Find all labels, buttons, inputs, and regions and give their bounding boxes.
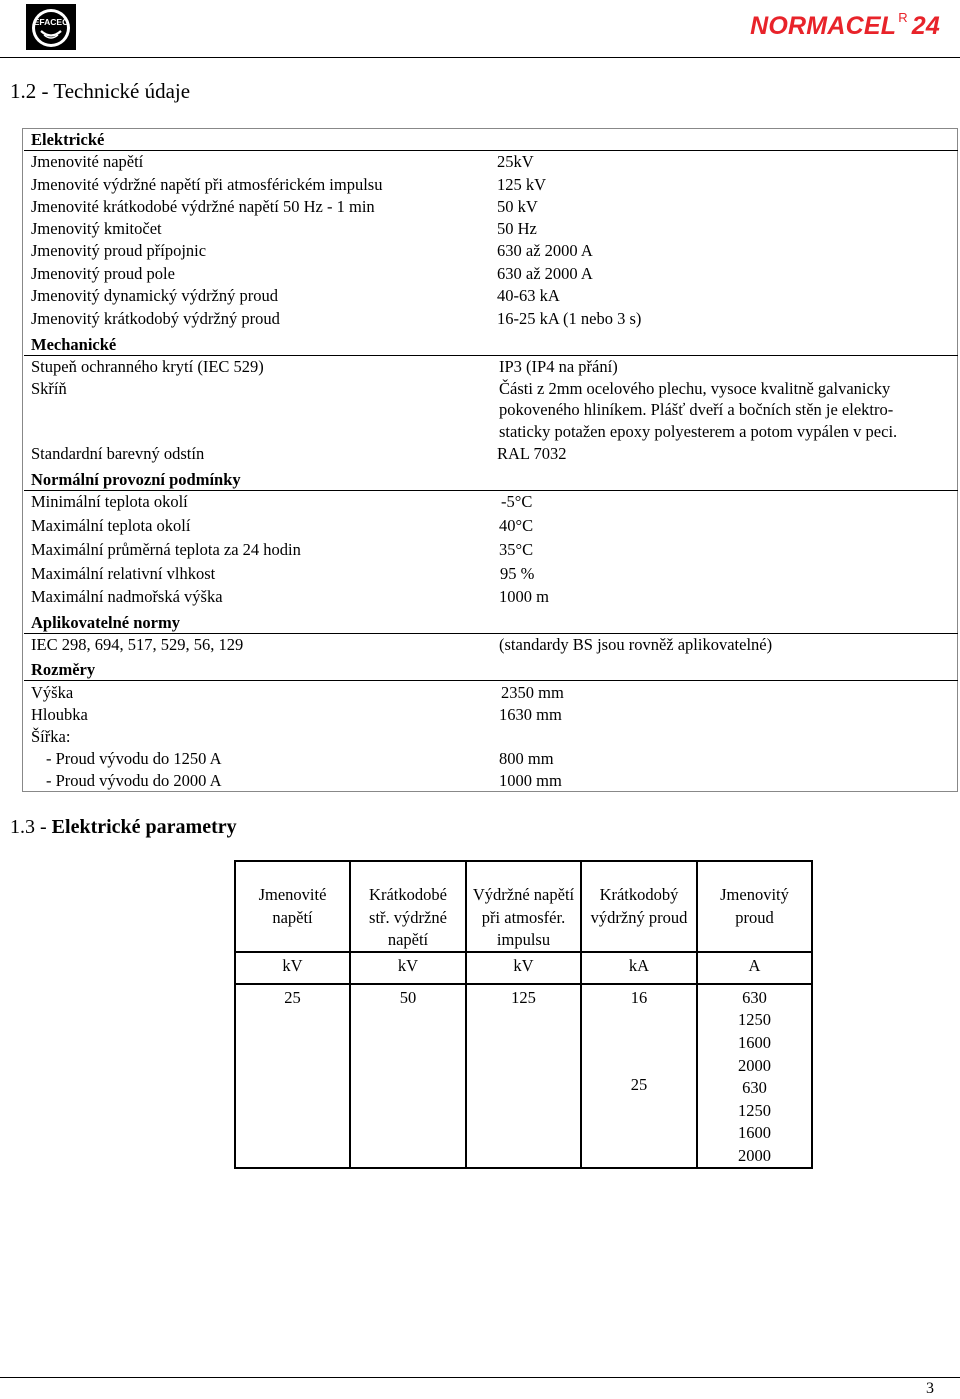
logo-text: EFACEC <box>33 17 69 27</box>
spec-value: (standardy BS jsou rovněž aplikovatelné) <box>499 635 773 654</box>
spec-value: 95 % <box>500 564 535 583</box>
group-heading-mechanical: Mechanické <box>31 335 117 354</box>
value-cell: 16 25 <box>581 984 697 1168</box>
spec-value: 25kV <box>497 152 534 171</box>
brand-number: 24 <box>911 12 940 40</box>
spec-value: RAL 7032 <box>497 444 567 463</box>
spec-label: Standardní barevný odstín <box>31 444 205 463</box>
header-cell: Krátkodobý výdržný proud <box>581 861 697 952</box>
footer-divider <box>0 1377 960 1378</box>
value-cell: 25 <box>235 984 350 1168</box>
spec-label: Maximální teplota okolí <box>31 516 191 535</box>
spec-label: Minimální teplota okolí <box>31 492 188 511</box>
spec-label: Jmenovitý proud pole <box>31 264 175 283</box>
registered-mark: R <box>898 10 908 25</box>
group-rule <box>24 150 958 151</box>
group-heading-operating-conditions: Normální provozní podmínky <box>31 470 241 489</box>
value-cell: 630 1250 1600 2000 630 1250 1600 2000 <box>697 984 812 1168</box>
efacec-logo <box>26 4 76 50</box>
spec-label: Skříň <box>31 379 67 398</box>
spec-label: Jmenovitý proud přípojnic <box>31 241 207 260</box>
spec-value: 50 Hz <box>497 219 537 238</box>
spec-label: Jmenovitý kmitočet <box>31 219 162 238</box>
spec-label: Výška <box>31 683 74 702</box>
electrical-parameters-table <box>234 860 813 1169</box>
header-cell: Jmenovité napětí <box>235 861 350 952</box>
spec-value: 125 kV <box>497 175 547 194</box>
enclosure-note-line: staticky potažen epoxy polyesterem a potom vypálen v peci. <box>499 422 898 441</box>
table-values-row <box>235 984 812 1168</box>
group-rule <box>24 633 958 634</box>
section-name: Elektrické parametry <box>51 816 237 838</box>
spec-value: -5°C <box>501 492 533 511</box>
page-number: 3 <box>926 1380 934 1397</box>
spec-value: 630 až 2000 A <box>497 264 593 283</box>
spec-label: Maximální průměrná teplota za 24 hodin <box>31 540 301 559</box>
unit-cell: A <box>697 952 812 984</box>
section-title-electrical-parameters <box>10 816 237 839</box>
spec-value: 2350 mm <box>501 683 564 702</box>
section-number: 1.3 - <box>10 816 47 838</box>
spec-label: Maximální relativní vlhkost <box>31 564 216 583</box>
enclosure-note-line: pokoveného hliníkem. Plášť dveří a bočních stěn je elektro- <box>499 400 894 419</box>
spec-value: 35°C <box>499 540 534 559</box>
spec-label: Jmenovité krátkodobé výdržné napětí 50 Hz - 1 min <box>31 197 375 216</box>
header-cell: Jmenovitý proud <box>697 861 812 952</box>
spec-label: - Proud vývodu do 1250 A <box>46 749 222 768</box>
spec-value: 630 až 2000 A <box>497 241 593 260</box>
brand-title <box>750 12 940 41</box>
spec-label: Maximální nadmořská výška <box>31 587 223 606</box>
group-heading-dimensions: Rozměry <box>31 660 96 679</box>
spec-label: Stupeň ochranného krytí (IEC 529) <box>31 357 264 376</box>
spec-label: IEC 298, 694, 517, 529, 56, 129 <box>31 635 244 654</box>
group-heading-electrical: Elektrické <box>31 130 105 149</box>
header-cell: Krátkodobé stř. výdržné napětí <box>350 861 466 952</box>
unit-cell: kV <box>235 952 350 984</box>
section-title-technical-data: 1.2 - Technické údaje <box>10 79 191 103</box>
spec-value: 1000 mm <box>499 771 562 790</box>
spec-label: - Proud vývodu do 2000 A <box>46 771 222 790</box>
group-rule <box>24 355 958 356</box>
spec-value: 1000 m <box>499 587 549 606</box>
value-cell: 50 <box>350 984 466 1168</box>
spec-value: 40°C <box>499 516 534 535</box>
spec-label: Jmenovité výdržné napětí při atmosférickém impulsu <box>31 175 383 194</box>
spec-label: Jmenovitý krátkodobý výdržný proud <box>31 309 280 328</box>
value-cell: 125 <box>466 984 581 1168</box>
group-rule <box>24 490 958 491</box>
brand-name: NORMACEL <box>750 12 897 40</box>
unit-cell: kV <box>466 952 581 984</box>
unit-cell: kA <box>581 952 697 984</box>
spec-label: Jmenovité napětí <box>31 152 144 171</box>
spec-value: IP3 (IP4 na přání) <box>499 357 618 376</box>
spec-label: Šířka: <box>31 727 71 746</box>
table-units-row <box>235 952 812 984</box>
group-rule <box>24 680 958 681</box>
spec-value: 1630 mm <box>499 705 562 724</box>
header-cell: Výdržné napětí při atmosfér. impulsu <box>466 861 581 952</box>
spec-value: Části z 2mm ocelového plechu, vysoce kvalitně galvanicky <box>499 379 891 398</box>
group-heading-standards: Aplikovatelné normy <box>31 613 180 632</box>
table-header-row <box>235 861 812 952</box>
header-divider <box>0 57 960 58</box>
spec-value: 40-63 kA <box>497 286 560 305</box>
spec-value: 800 mm <box>499 749 554 768</box>
spec-label: Hloubka <box>31 705 88 724</box>
unit-cell: kV <box>350 952 466 984</box>
spec-value: 50 kV <box>497 197 538 216</box>
spec-value: 16-25 kA (1 nebo 3 s) <box>497 309 642 328</box>
spec-label: Jmenovitý dynamický výdržný proud <box>31 286 279 305</box>
